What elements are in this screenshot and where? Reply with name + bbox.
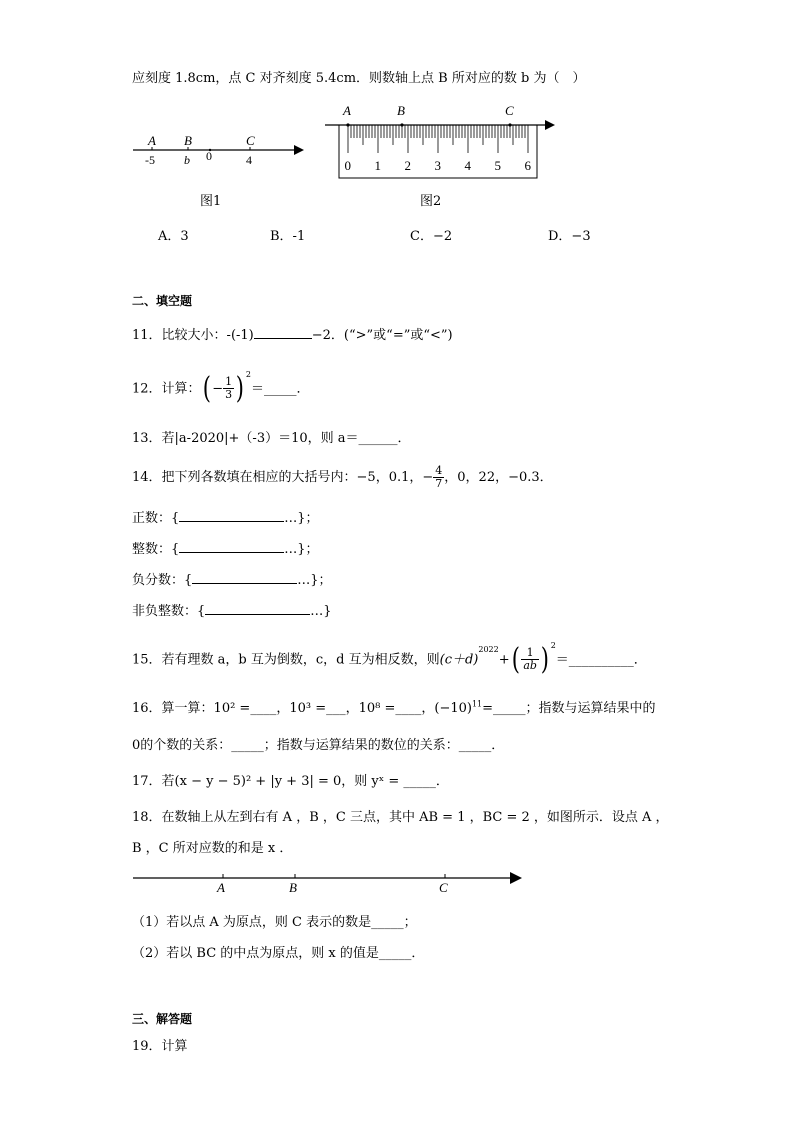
ruler-number: 3: [434, 158, 441, 173]
question-18-sub-2: （2）若以 BC 的中点为原点，则 x 的值是_____．: [132, 946, 425, 961]
figure-2-caption: 图2: [420, 194, 442, 209]
fig1-label-b: B: [184, 133, 192, 148]
ruler-number: 0: [344, 158, 351, 173]
figure-2-ruler: [325, 100, 555, 182]
question-12: 12．计算：( − $\frac{1}{3}$ ) $^2$＝_____．: [132, 370, 310, 406]
q12-fraction: $\frac{1}{3}$: [225, 375, 233, 402]
fig3-label-b: B: [289, 880, 297, 895]
ruler-number: 1: [374, 158, 381, 173]
fig2-label-b: B: [397, 103, 405, 118]
q11-number: 11．比较大小：: [132, 328, 227, 343]
set-positive: 正数：{ …}；: [132, 511, 319, 526]
q11-blank: [254, 326, 312, 339]
question-19: 19．计算: [132, 1039, 188, 1054]
ruler-number: 6: [524, 158, 531, 173]
question-17: 17．若(x − y − 5)² + |y + 3| = 0，则 yˣ = _____．: [132, 774, 449, 789]
q14-tail: ，0，22，−0.3．: [444, 470, 553, 485]
set-nonnegative-integer: 非负整数：{ …}: [132, 604, 332, 619]
intro-line: 应刻度 1.8cm，点 C 对齐刻度 5.4cm．则数轴上点 B 所对应的数 b 为（ ）: [132, 71, 586, 86]
fig3-label-a: A: [217, 880, 225, 895]
section-3-title: 三、解答题: [132, 1012, 193, 1026]
question-16-line-1: 16．算一算：10² =____，10³ =___，10⁸ =____，$(-10)^{11}=\_\_\_\_\_$；指数与运算结果中的: [132, 699, 656, 716]
question-18-sub-1: （1）若以点 A 为原点，则 C 表示的数是_____；: [132, 915, 417, 930]
section-2-title: 二、填空题: [132, 294, 193, 308]
fig1-value-zero: 0: [206, 149, 212, 163]
option-b: B．-1: [270, 229, 306, 244]
figure-3-number-line: [130, 865, 530, 900]
option-d: D．−3: [548, 229, 591, 244]
question-18-line-2: B ，C 所对应数的和是 x ．: [132, 841, 293, 856]
fig3-label-c: C: [439, 880, 448, 895]
fig2-label-a: A: [343, 103, 351, 118]
question-15: 15．若有理数 a，b 互为倒数，c，d 互为相反数，则$(c+d)^{2022}+$( $\frac{1}{ab}$ ) $^2$＝__________．: [132, 641, 647, 677]
q11-tail: −2．(“>”或“=”或“<”): [311, 328, 453, 343]
question-11: [132, 324, 453, 343]
fig1-label-a: A: [148, 133, 156, 148]
set-negative-fraction: 负分数：{ …}；: [132, 573, 332, 588]
option-a: A．3: [158, 229, 189, 244]
ruler-number: 5: [494, 158, 501, 173]
q11-expr: -(-1): [226, 328, 254, 343]
figure-1-caption: 图1: [200, 194, 222, 209]
fig1-value-a: -5: [145, 153, 155, 167]
question-13: 13．若|a-2020|+（-3）＝10，则 a＝______．: [132, 431, 411, 446]
q14-head: 14．把下列各数填在相应的大括号内：−5，0.1，−: [132, 470, 434, 485]
fig1-label-c: C: [246, 133, 255, 148]
question-16-line-2: 0的个数的关系：_____；指数与运算结果的数位的关系：_____．: [132, 738, 505, 753]
q12-tail: ＝_____．: [250, 381, 310, 397]
fig1-value-c: 4: [246, 153, 252, 167]
fig2-label-c: C: [505, 103, 514, 118]
q14-fraction: $\frac{4}{7}$: [435, 464, 443, 490]
question-18-line-1: 18．在数轴上从左到右有 A ，B ，C 三点，其中 AB = 1 ，BC = 2 ，如图所示．设点 A ，: [132, 810, 669, 825]
figure-1-number-line: [130, 128, 310, 178]
question-14: [132, 460, 553, 496]
set-integer: 整数：{ …}；: [132, 542, 319, 557]
q12-number: 12．计算：: [132, 381, 201, 397]
fig1-value-b: b: [184, 153, 190, 167]
ruler-number: 2: [404, 158, 411, 173]
option-c: C．−2: [410, 229, 453, 244]
ruler-number: 4: [464, 158, 471, 173]
